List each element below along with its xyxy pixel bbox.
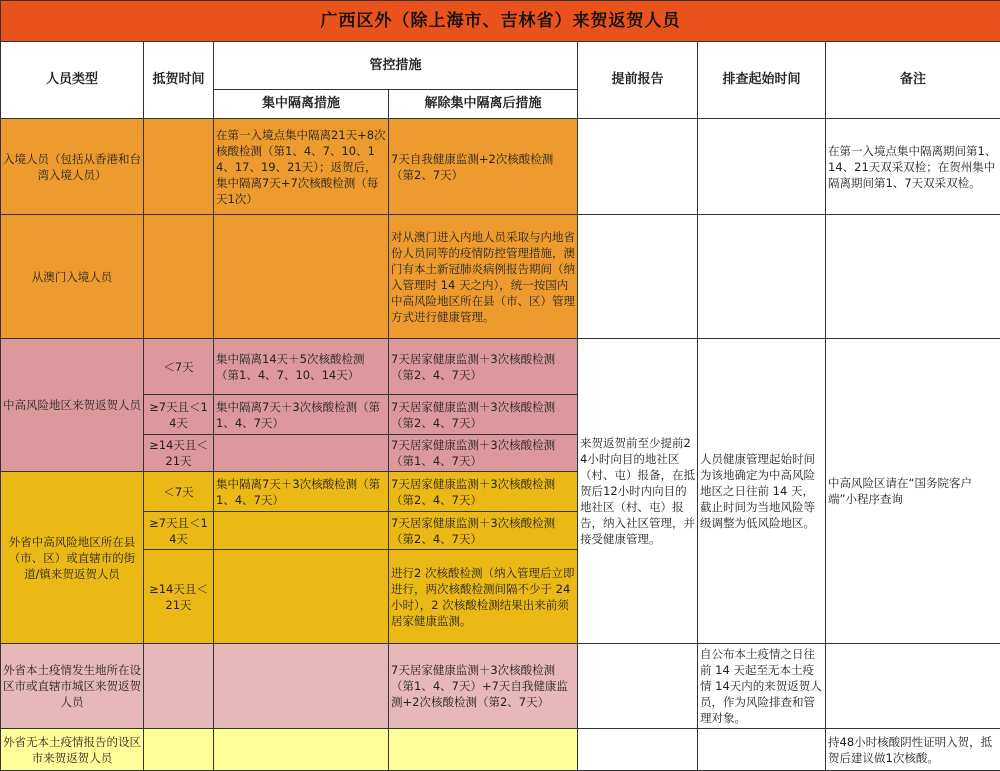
- arrival-cell: [144, 215, 214, 339]
- after-cell: 进行2 次核酸检测（纳入管理后立即进行，两次核酸检测间隔不少于 24 小时），2 次核酸检测结果出来前须居家健康监测。: [389, 550, 578, 644]
- report-cell: [578, 729, 698, 771]
- note-cell: 中高风险区请在“国务院客户端”小程序查询: [826, 339, 1000, 644]
- arrival-cell: [144, 644, 214, 729]
- table-row: [1, 644, 1000, 729]
- note-cell: [826, 644, 1000, 729]
- report-cell: [578, 119, 698, 215]
- type-cell: 外省中高风险地区所在县（市、区）或直辖市的街道/镇来贺返贺人员: [1, 472, 144, 644]
- type-cell: 外省无本土疫情报告的设区市来贺返贺人员: [1, 729, 144, 771]
- start-cell: 自公布本土疫情之日往前 14 天起至无本土疫情 14天内的来贺返贺人员，作为风险排查和管理对象。: [698, 644, 826, 729]
- header-arrival: 抵贺时间: [144, 42, 214, 119]
- header-after: 解除集中隔离后措施: [389, 90, 578, 119]
- central-cell: 在第一入境点集中隔离21天+8次核酸检测（第1、4、7、10、14、17、19、21天）；返贺后，集中隔离7天+7次核酸检测（每天1次）: [214, 119, 389, 215]
- report-cell: 来贺返贺前至少提前24小时向目的地社区（村、屯）报备，在抵贺后12小时内向目的地社区（村、屯）报告，纳入社区管理，并接受健康管理。: [578, 339, 698, 644]
- table-title: 广西区外（除上海市、吉林省）来贺返贺人员: [1, 1, 1000, 42]
- arrival-cell: ＜7天: [144, 472, 214, 512]
- type-cell: 中高风险地区来贺返贺人员: [1, 339, 144, 472]
- central-cell: [214, 512, 389, 550]
- arrival-cell: [144, 119, 214, 215]
- arrival-cell: ＜7天: [144, 339, 214, 395]
- table-row: [1, 729, 1000, 771]
- arrival-cell: ≥14天且＜21天: [144, 550, 214, 644]
- header-type: 人员类型: [1, 42, 144, 119]
- header-central: 集中隔离措施: [214, 90, 389, 119]
- type-cell: 外省本土疫情发生地所在设区市或直辖市城区来贺返贺人员: [1, 644, 144, 729]
- header-start: 排查起始时间: [698, 42, 826, 119]
- header-control: 管控措施: [214, 42, 578, 90]
- note-cell: 持48小时核酸阴性证明入贺，抵贺后建议做1次核酸。: [826, 729, 1000, 771]
- central-cell: [214, 550, 389, 644]
- central-cell: [214, 215, 389, 339]
- arrival-cell: ≥7天且＜14天: [144, 512, 214, 550]
- after-cell: 7天居家健康监测＋3次核酸检测（第1、4、7天）+7天自我健康监测+2次核酸检测（第2、7天）: [389, 644, 578, 729]
- header-report: 提前报告: [578, 42, 698, 119]
- arrival-cell: [144, 729, 214, 771]
- report-cell: [578, 215, 698, 339]
- header-note: 备注: [826, 42, 1000, 119]
- arrival-cell: ≥14天且＜21天: [144, 435, 214, 472]
- after-cell: 7天居家健康监测＋3次核酸检测（第1、4、7天）: [389, 435, 578, 472]
- central-cell: [214, 644, 389, 729]
- table-row: [1, 339, 1000, 395]
- central-cell: 集中隔离14天＋5次核酸检测（第1、4、7、10、14天）: [214, 339, 389, 395]
- after-cell: 7天自我健康监测+2次核酸检测（第2、7天）: [389, 119, 578, 215]
- type-cell: 从澳门入境人员: [1, 215, 144, 339]
- after-cell: [389, 729, 578, 771]
- after-cell: 对从澳门进入内地人员采取与内地省份人员同等的疫情防控管理措施，澳门有本土新冠肺炎病例报告期间（纳入管理时 14 天之内），统一按国内中高风险地区所在县（市、区）管理方式进行健康管理。: [389, 215, 578, 339]
- after-cell: 7天居家健康监测＋3次核酸检测（第2、4、7天）: [389, 472, 578, 512]
- after-cell: 7天居家健康监测＋3次核酸检测（第2、4、7天）: [389, 339, 578, 395]
- central-cell: 集中隔离7天＋3次核酸检测（第1、4、7天）: [214, 395, 389, 435]
- report-cell: [578, 644, 698, 729]
- arrival-cell: ≥7天且＜14天: [144, 395, 214, 435]
- start-cell: [698, 119, 826, 215]
- after-cell: 7天居家健康监测＋3次核酸检测（第2、4、7天）: [389, 395, 578, 435]
- central-cell: 集中隔离7天＋3次核酸检测（第1、4、7天）: [214, 472, 389, 512]
- central-cell: [214, 435, 389, 472]
- central-cell: [214, 729, 389, 771]
- start-cell: 人员健康管理起始时间为该地确定为中高风险地区之日往前 14 天，截止时间为当地风险等级调整为低风险地区。: [698, 339, 826, 644]
- note-cell: [826, 215, 1000, 339]
- start-cell: [698, 729, 826, 771]
- type-cell: 入境人员（包括从香港和台湾入境人员）: [1, 119, 144, 215]
- start-cell: [698, 215, 826, 339]
- table-row: [1, 215, 1000, 339]
- table-row: [1, 119, 1000, 215]
- note-cell: 在第一入境点集中隔离期间第1、14、21天双采双检；在贺州集中隔离期间第1、7天双采双检。: [826, 119, 1000, 215]
- after-cell: 7天居家健康监测＋3次核酸检测（第2、4、7天）: [389, 512, 578, 550]
